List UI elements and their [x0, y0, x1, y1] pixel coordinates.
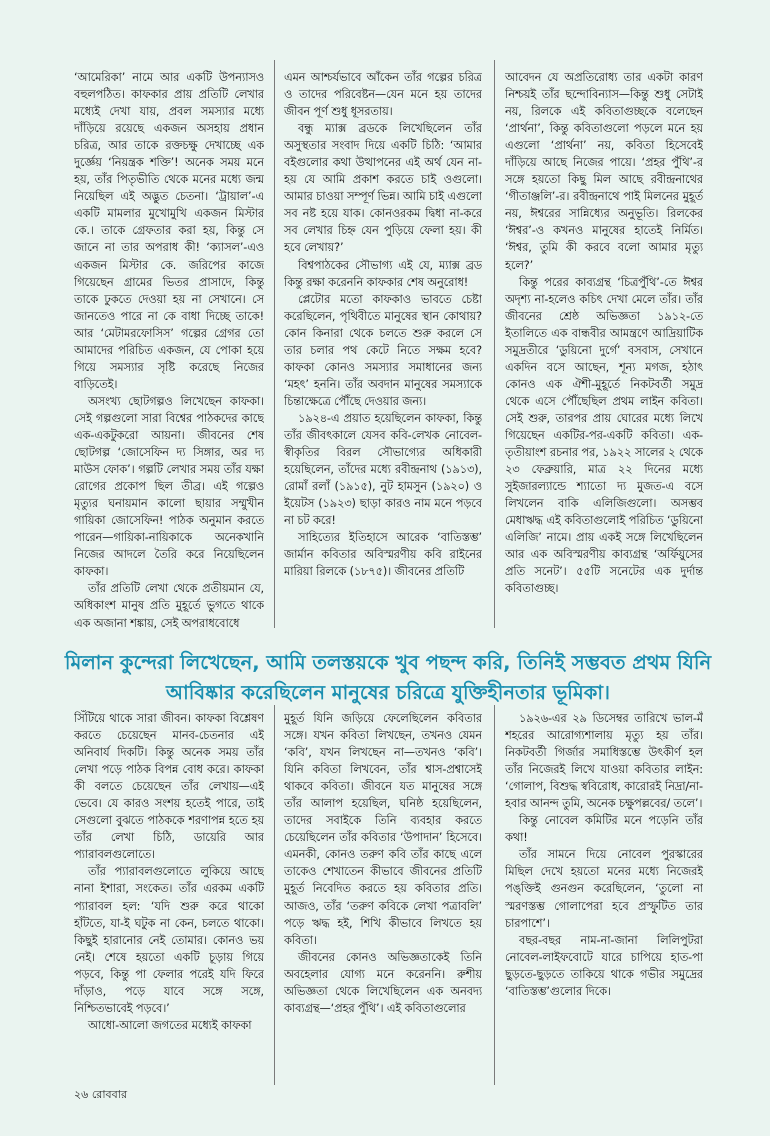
paragraph: তাঁর প্রতিটি লেখা থেকে প্রতীয়মান যে, অধিকাংশ মানুষ প্রতি মুহূর্তে ভুগতে থাকে এক অজানা শঙ্কায়, সেই অপরাধবোধে [74, 582, 264, 629]
paragraph: আধো-আলো জগতের মধ্যেই কাফকা [88, 1018, 252, 1032]
paragraph: ‘আমেরিকা’ নামে আর একটি উপন্যাসও বহুলপঠিত। কাফকার প্রায় প্রতিটি লেখার মধ্যেই দেখা যায়, প্রবল সমস্যার মধ্যে দাঁড়িয়ে রয়েছে একজন অসহায় প্রধান চরিত্র, আর তাকে রক্তচক্ষু দেখাচ্ছে এক দুর্জ্ঞেয় ‘নিয়ন্ত্রক শক্তি’! অনেক সময় মনে হয়, তাঁর পিতৃভীতি থেকে মনের মধ্যে জন্ম নিয়েছিল এই অদ্ভুত চেতনা। ‘ট্রায়াল’-এ একটি মামলার মুখোমুখি একজন মিস্টার কে.। তাকে গ্রেফতার করা হয়, কিন্তু সে জানে না তার অপরাধ কী! ‘ক্যাসল’-এও একজন মিস্টার কে. জরিপের কাজে গিয়েছেন গ্রামের ভিতর প্রাসাদে, কিন্তু তাকে ঢুকতে দেওয়া হয় না সেখানে। সে জানতেও পারে না কে বাধা দিচ্ছে তাকে! আর ‘মেটামরফোসিস’ গল্পের গ্রেগর তো আমাদের পরিচিত একজন, যে পোকা হয়ে গিয়ে সমস্যার সৃষ্টি করেছে নিজের বাড়িতেই। [74, 71, 264, 391]
paragraph: তাঁর সামনে দিয়ে নোবেল পুরস্কারের মিছিল দেখে হয়তো মনের মধ্যে নিজেরই পঙ্‌ক্তিই গুনগুন করেছিলেন, ‘তুলো না স্মরণস্তম্ভ গোলাপেরা হবে প্রস্ফুটিত তার চারপাশে’। [505, 848, 703, 930]
paragraph: মুহূর্ত যিনি জড়িয়ে ফেলেছিলেন কবিতার সঙ্গে। যখন কবিতা লিখছেন, তখনও যেমন ‘কবি’, যখন লিখছেন না—তখনও ‘কবি’। যিনি কবিতা লিখবেন, তাঁর শ্বাস-প্রশ্বাসেই থাকবে কবিতা। জীবনে যত মানুষের সঙ্গে তাঁর আলাপ হয়েছিল, ঘনিষ্ঠ হয়েছিলেন, তাদের সবাইকে তিনি ব্যবহার করতে চেয়েছিলেন তাঁর কবিতার ‘উপাদান’ হিসেবে। এমনকী, কোনও তরুণ কবি তাঁর কাছে এলে তাকেও শেখাতেন কীভাবে জীবনের প্রতিটি মুহূর্ত নিবেদিত করতে হয় কবিতার প্রতি। আজও, তাঁর ‘তরুণ কবিকে লেখা পত্রাবলি’ পড়ে ঋদ্ধ হই, শিখি কীভাবে লিখতে হয় কবিতা। [284, 712, 482, 947]
pull-quote: মিলান কুন্দেরা লিখেছেন, আমি তলস্তয়কে খুব পছন্দ করি, তিনিই সম্ভবত প্রথম যিনি আবিষ্কার করেছিলেন মানুষের চরিত্রে যুক্তিহীনতার ভূমিকা। [64, 651, 712, 704]
column-rule [274, 705, 275, 1085]
article-column-6 [505, 710, 703, 1085]
paragraph: ১৯২৬-এর ২৯ ডিসেম্বর তারিখে ভাল-মঁ শহরের আরোগ্যশালায় মৃত্যু হয় তাঁর। নিকটবর্তী গির্জার সমাধিস্তম্ভে উৎকীর্ণ হল তাঁর নিজেরই লিখে যাওয়া কবিতার লাইন: ‘গোলাপ, বিশুদ্ধ স্ববিরোধ, কারোরই নিদ্রা/না-হবার আনন্দ তুমি, অনেক চক্ষুপল্লবের/ তলে’। [505, 712, 703, 811]
paragraph: এমন আশ্চর্যভাবে আঁকেন তাঁর গল্পের চরিত্র ও তাদের পরিবেষ্টন—যেন মনে হয় তাদের জীবন পূর্ণ শুধু ধূসরতায়। [284, 71, 482, 119]
paragraph: ১৯২৪-এ প্রয়াত হয়েছিলেন কাফকা, কিন্তু তাঁর জীবৎকালে যেসব কবি-লেখক নোবেল-স্বীকৃতির বিরল সৌভাগ্যের অধিকারী হয়েছিলেন, তাঁদের মধ্যে রবীন্দ্রনাথ (১৯১৩), রোমাঁ রলাঁ (১৯১৫), নুট হামসুন (১৯২০) ও ইয়েটস (১৯২৩) ছাড়া কারও নাম মনে পড়বে না চট করে! [284, 411, 482, 528]
paragraph: বিশ্বপাঠকের সৌভাগ্য এই যে, ম্যাক্স ব্রড কিন্তু রক্ষা করেননি কাফকার শেষ অনুরোধ! [284, 258, 482, 289]
paragraph: সাহিত্যের ইতিহাসে আরেক ‘বাতিস্তম্ভ’ জার্মান কবিতার অবিস্মরণীয় কবি রাইনের মারিয়া রিলকে (১৮৭৫)। জীবনের প্রতিটি [284, 531, 482, 579]
paragraph: আবেদন যে অপ্রতিরোধ্য তার একটা কারণ নিশ্চয়ই তাঁর ছন্দোবিন্যাস—কিন্তু শুধু সেটাই নয়, রিলকে এই কবিতাগুচ্ছকে বলেছেন ‘প্রার্থনা’, কিন্তু কবিতাগুলো পড়লে মনে হয় এগুলো ‘প্রার্থনা’ নয়, কবিতা হিসেবেই দাঁড়িয়ে আছে নিজের পায়ে। ‘প্রহর পুঁথি’-র সঙ্গে হয়তো কিছু মিল আছে রবীন্দ্রনাথের ‘গীতাঞ্জলি’-র। রবীন্দ্রনাথে পাই মিলনের মুহূর্ত নয়, ঈশ্বরের সান্নিধ্যের অনুভূতি। রিলকের ‘ঈশ্বর’-ও কখনও মানুষের হাতেই নির্মিত। ‘ঈশ্বর, তুমি কী করবে বলো আমার মৃত্যু হলে?’ [505, 71, 703, 272]
paragraph: তাঁর প্যারাবলগুলোতে লুকিয়ে আছে নানা ইশারা, সংকেত। তাঁর এরকম একটি প্যারাবল হল: ‘যদি শুরু করে থাকো হাঁটতে, যা-ই ঘটুক না কেন, চলতে থাকো। কিছুই হারানোর নেই তোমার। কোনও ভয় নেই। শেষে হয়তো একটি চূড়ায় গিয়ে পড়বে, কিন্তু পা ফেলার পরেই যদি ফিরে দাঁড়াও, পড়ে যাবে সঙ্গে সঙ্গে, নিশ্চিতভাবেই পড়বে।’ [74, 865, 264, 1015]
paragraph: অসংখ্য ছোটগল্পও লিখেছেন কাফকা। সেই গল্পগুলো সারা বিশ্বের পাঠকদের কাছে এক-একটুকরো আয়না। জীবনের শেষ ছোটগল্প ‘জোসেফিন দ্য সিঙ্গার, অর দ্য মাউস ফোক’। গল্পটি লেখার সময় তাঁর যক্ষা রোগের প্রকোপ ছিল তীব্র। এই গল্পেও মৃত্যুর ঘনায়মান কালো ছায়ার সম্মুখীন গায়িকা জোসেফিন! পাঠক অনুমান করতে পারেন—গায়িকা-নায়িকাকে অনেকখানি নিজের আদলে তৈরি করে নিয়েছিলেন কাফকা। [74, 394, 264, 579]
page-number: ২৬ [74, 1088, 89, 1101]
article-column-3 [505, 69, 703, 629]
column-rule [494, 60, 495, 628]
paragraph: প্লেটোর মতো কাফকাও ভাবতে চেষ্টা করেছিলেন, পৃথিবীতে মানুষের স্থান কোথায়? কোন কিনারা থেকে চলতে শুরু করলে সে তার চলার পথ কেটে নিতে সক্ষম হবে? কাফকা কোনও সমস্যার সমাধানের জন্য ‘মহৎ’ হননি। তাঁর অবদান মানুষের সমস্যাকে চিন্তাক্ষেত্রে পৌঁছে দেওয়ার জন্য। [284, 292, 482, 408]
article-column-5 [284, 710, 482, 1085]
paragraph: বন্ধু ম্যাক্স ব্রডকে লিখেছিলেন তাঁর অসুস্থতার সংবাদ দিয়ে একটি চিঠি: ‘আমার বইগুলোর কথা উত্থাপনের এই অর্থ যেন না-হয় যে আমি প্রকাশ করতে চাই ওগুলো। আমার চাওয়া সম্পূর্ণ ভিন্ন। আমি চাই এগুলো সব নষ্ট হয়ে যাক। কোনওরকম দ্বিধা না-করে সব লেখার চিহ্ন যেন পুড়িয়ে ফেলা হয়। কী হবে লেখায়?’ [284, 122, 482, 255]
paragraph: কিন্তু নোবেল কমিটির মনে পড়েনি তাঁর কথা! [505, 814, 703, 845]
paragraph: সিঁটিয়ে থাকে সারা জীবন। কাফকা বিশ্লেষণ করতে চেয়েছেন মানব-চেতনার এই অনিবার্য দিকটি। কিন্তু অনেক সময় তাঁর লেখা পড়ে পাঠক বিপন্ন বোধ করে। কাফকা কী বলতে চেয়েছেন তাঁর লেখায়—এই ভেবে। যে কারও সংশয় হতেই পারে, তাই সেগুলো বুঝতে পাঠককে শরণাপন্ন হতে হয় তাঁর লেখা চিঠি, ডায়েরি আর প্যারাবলগুলোতে। [74, 712, 264, 862]
section-name: রোববার [91, 1088, 128, 1101]
page-footer [74, 1086, 127, 1105]
article-column-1 [74, 69, 264, 629]
article-column-2 [284, 69, 482, 629]
paragraph: জীবনের কোনও অভিজ্ঞতাকেই তিনি অবহেলার যোগ্য মনে করেননি। রুশীয় অভিজ্ঞতা থেকে লিখেছিলেন এক অনবদ্য কাব্যগ্রন্থ—‘প্রহর পুঁথি’। এই কবিতাগুলোর [284, 950, 482, 1015]
column-rule [274, 60, 275, 628]
article-column-4 [74, 710, 264, 1085]
paragraph: কিন্তু পরের কাব্যগ্রন্থ ‘চিত্রপুঁথি’-তে ঈশ্বর অদৃশ্য না-হলেও কচিৎ দেখা মেলে তাঁর। তাঁর জীবনের শ্রেষ্ঠ অভিজ্ঞতা ১৯১২-তে ইতালিতে এক বান্ধবীর আমন্ত্রণে আদ্রিয়াটিক সমুদ্রতীরে ‘ডুয়িনো দুর্গে’ বসবাস, সেখানে একদিন বসে আছেন, শূন্য মগজ, হঠাৎ কোনও এক ঐশী-মুহূর্তে নিকটবর্তী সমুদ্র থেকে এসে পৌঁছেছিল প্রথম লাইন কবিতা। সেই শুরু, তারপর প্রায় ঘোরের মধ্যে লিখে গিয়েছেন একটির-পর-একটি কবিতা। এক-তৃতীয়াংশ রচনার পর, ১৯২২ সালের ২ থেকে ২৩ ফেব্রুয়ারি, মাত্র ২২ দিনের মধ্যে সুইজারল্যান্ডে শ্যাতো দ্য মুজত-এ বসে লিখলেন বাকি এলিজিগুলো। অসম্ভব মেধাঋদ্ধ এই কবিতাগুলোই পরিচিত ‘ডুয়িনো এলিজি’ নামে। প্রায় একই সঙ্গে লিখেছিলেন আর এক অবিস্মরণীয় কাব্যগ্রন্থ ‘অর্ফিয়ুসের প্রতি সনেট’। ৫৫টি সনেটের এক দুর্দান্ত কবিতাগুচ্ছ। [505, 275, 703, 596]
paragraph: বছর-বছর নাম-না-জানা লিলিপুটরা নোবেল-লাইফবোটে যারে চাপিয়ে হাত-পা ছুড়তে-ছুড়তে তাকিয়ে থাকে গভীর সমুদ্রের ‘বাতিস্তম্ভ’গুলোর দিকে। [505, 933, 703, 998]
column-rule [494, 705, 495, 1085]
